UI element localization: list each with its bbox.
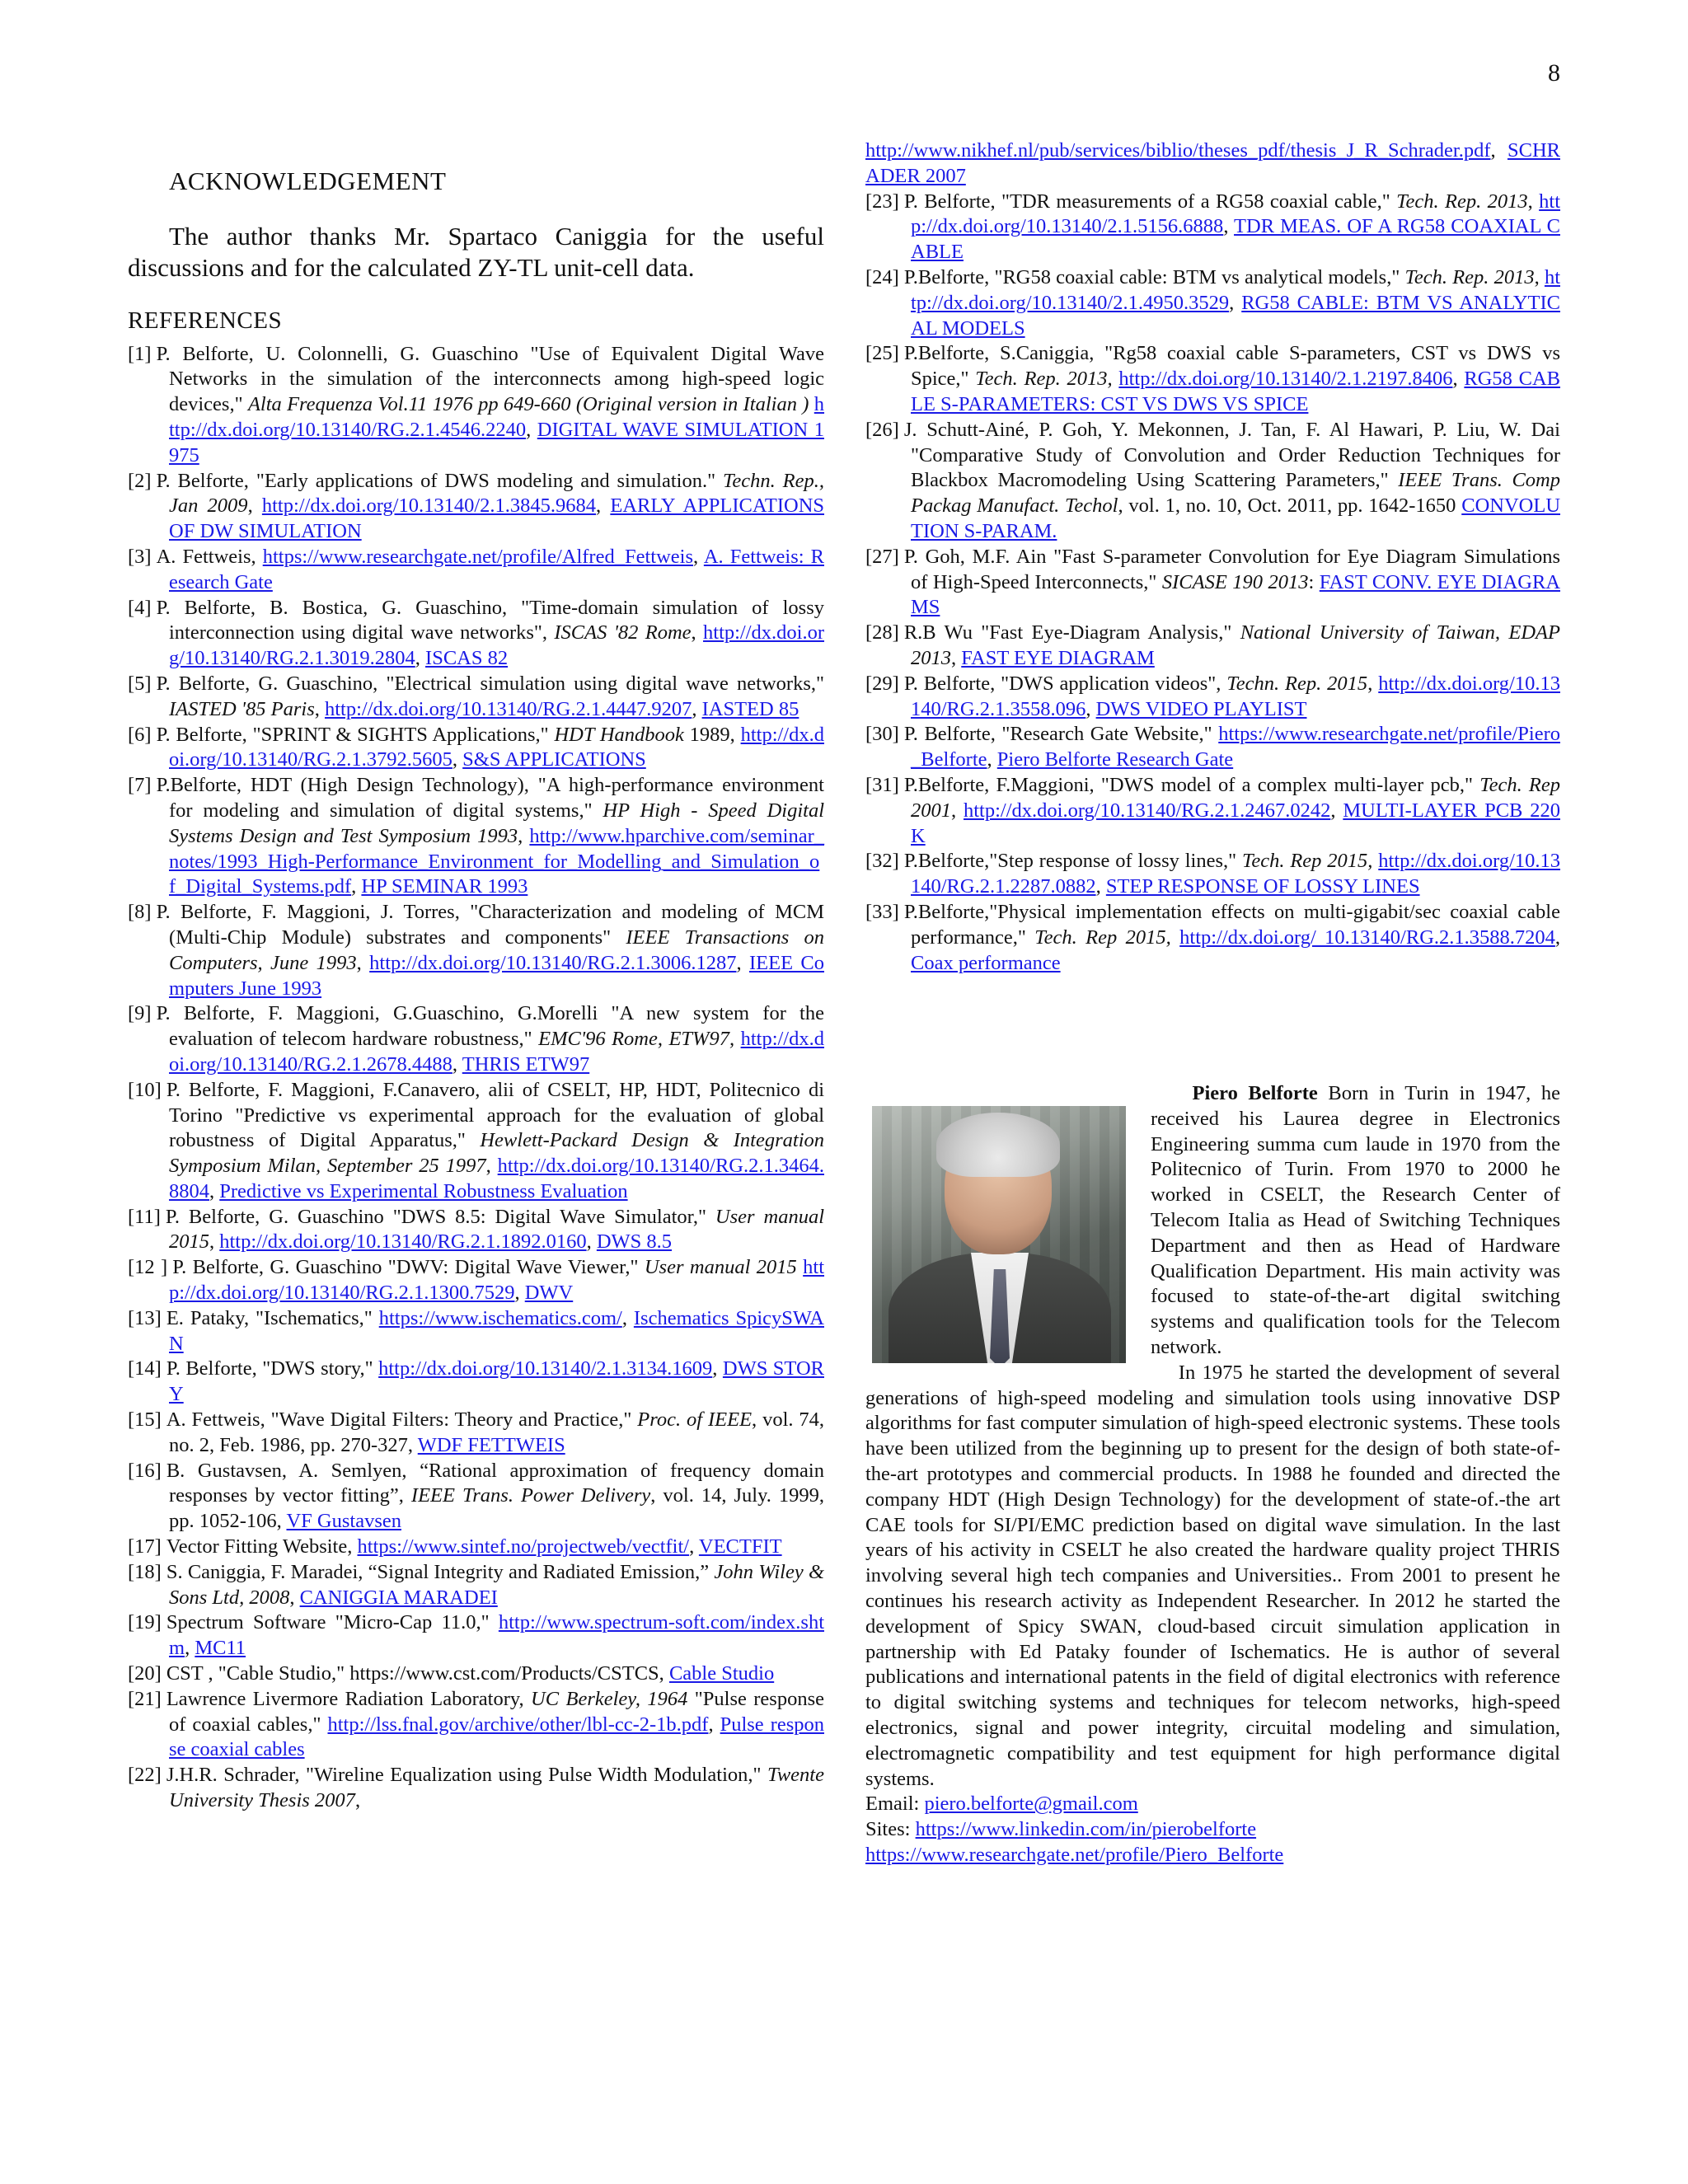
reference-link[interactable]: http://dx.doi.org/10.13140/2.1.3845.9684 xyxy=(261,494,597,518)
reference-text: P. Goh, M.F. Ain "Fast S-parameter Convolution for Eye Diagram Simulations of High-Speed Interconnects," xyxy=(903,545,1560,593)
reference-number: [8] xyxy=(128,901,152,924)
reference-detail: , xyxy=(354,1789,361,1812)
reference-text: P. Belforte, U. Colonnelli, G. Guaschino "Use of Equivalent Digital Wave Networks in the simulation of the interconnects among high-speed logic devices," xyxy=(156,342,824,416)
reference-link[interactable]: DWV xyxy=(524,1282,574,1305)
reference-link[interactable]: http://dx.doi.org/10.13140/RG.2.1.3464.8804 xyxy=(169,1155,824,1202)
author-name: Piero Belforte xyxy=(1192,1082,1318,1104)
reference-source: ISCAS '82 Rome xyxy=(554,621,692,644)
reference-source: Tech. Rep 2001 xyxy=(911,773,1561,822)
reference-link[interactable]: http://dx.doi.org/10.13140/RG.2.1.2467.0242 xyxy=(964,799,1331,822)
reference-link[interactable]: http://www.spectrum-soft.com/index.shtm xyxy=(169,1611,824,1660)
reference-number: [6] xyxy=(128,723,152,746)
reference-item xyxy=(865,621,1560,672)
sites-line-2 xyxy=(865,1843,1560,1868)
reference-text: P. Belforte, F. Maggioni, G.Guaschino, G.Morelli "A new system for the evaluation of telecom hardware robustness," xyxy=(156,1002,824,1051)
reference-number: [1] xyxy=(128,342,152,365)
reference-link[interactable]: A. Fettweis: Research Gate xyxy=(169,545,824,593)
reference-link[interactable]: HP SEMINAR 1993 xyxy=(361,875,528,898)
reference-source: Proc. of IEEE xyxy=(637,1408,753,1432)
reference-source: SICASE 190 2013 xyxy=(1161,570,1309,593)
researchgate-link[interactable]: https://www.researchgate.net/profile/Piero_Belforte xyxy=(865,1843,1284,1866)
reference-link[interactable]: CANIGGIA MARADEI xyxy=(299,1586,498,1609)
reference-link[interactable]: https://www.ischematics.com/ xyxy=(378,1306,622,1329)
reference-item: [12 ] P. Belforte, G. Guaschino "DWV: Digital Wave Viewer," User manual 2015 http://dx.doi.org/10.13140/RG.2.1.1300.7529, DWV xyxy=(128,1256,825,1305)
reference-item: [9] P. Belforte, F. Maggioni, G.Guaschino, G.Morelli "A new system for the evaluation of telecom hardware robustness," EMC'96 Rome, ETW97, http://dx.doi.org/10.13140/RG.2.1.2678.4488, THRIS ETW97 xyxy=(128,1002,824,1076)
reference-source: Techn. Rep., Jan 2009 xyxy=(169,469,825,518)
reference-item xyxy=(865,418,1560,545)
reference-number: [21] xyxy=(128,1687,162,1710)
reference-text: Vector Fitting Website, xyxy=(166,1535,353,1558)
reference-source: EMC'96 Rome, ETW97, xyxy=(538,1028,735,1051)
bio-paragraph-1: Piero Belforte Born in Turin in 1947, he received his Laurea degree in Electronics Engineering summa cum laude in 1970 from the Politecnico of Turin. From 1970 to 2000 he worked in CSELT, the Research Center of Telecom Italia as Head of Switching Techniques Department and then as Head of Hardware Qualification Department. His main activity was focused to state-of-the-art digital switching systems and qualification tools for the Telecom network. xyxy=(1151,1082,1561,1358)
reference-link[interactable]: http://dx.doi.org/10.13140/RG.2.1.1892.0160 xyxy=(219,1230,587,1254)
reference-detail: : xyxy=(1308,570,1315,593)
reference-item xyxy=(128,1560,824,1611)
reference-link[interactable]: https://www.researchgate.net/profile/Alfred_Fettweis xyxy=(262,545,693,568)
reference-item: [29] P. Belforte, "DWS application videos", Techn. Rep. 2015, http://dx.doi.org/10.13140/RG.2.1.3558.096, DWS VIDEO PLAYLIST xyxy=(865,672,1560,720)
reference-item xyxy=(128,1459,824,1535)
reference-item: [1] P. Belforte, U. Colonnelli, G. Guaschino "Use of Equivalent Digital Wave Networks in the simulation of the interconnects among high-speed logic devices," Alta Frequenza Vol.11 1976 pp 649-660 (Original version in Italian ) http://dx.doi.org/10.13140/RG.2.1.4546.2240, DIGITAL WAVE SIMULATION 1975 xyxy=(128,342,825,466)
reference-item: [6] P. Belforte, "SPRINT & SIGHTS Applications," HDT Handbook 1989, http://dx.doi.org/10.13140/RG.2.1.3792.5605, S&S APPLICATIONS xyxy=(128,723,824,771)
reference-item: [4] P. Belforte, B. Bostica, G. Guaschino, "Time-domain simulation of lossy interconnection using digital wave networks", ISCAS '82 Rome, http://dx.doi.org/10.13140/RG.2.1.3019.2804, ISCAS 82 xyxy=(128,596,825,670)
reference-number: [20] xyxy=(128,1662,162,1685)
reference-item: [3] A. Fettweis, https://www.researchgate.net/profile/Alfred_Fettweis, A. Fettweis: Research Gate xyxy=(128,545,824,593)
reference-text: CST , "Cable Studio," https://www.cst.com/Products/CSTCS, xyxy=(166,1662,664,1685)
reference-text: P.Belforte, "RG58 coaxial cable: BTM vs analytical models," xyxy=(903,265,1400,288)
reference-text: J. Schutt-Ainé, P. Goh, Y. Mekonnen, J. Tan, F. Al Hawari, P. Liu, W. Dai "Comparative Study of Convolution and Order Reduction Techniques for Blackbox Macromodeling Using Scattering Parameters," xyxy=(903,418,1560,492)
reference-item: [14] P. Belforte, "DWS story," http://dx.doi.org/10.13140/2.1.3134.1609, DWS STORY xyxy=(128,1357,824,1406)
reference-source: HP High - Speed Digital Systems Design and Test Symposium 1993, xyxy=(169,799,824,847)
reference-text: P. Belforte, "TDR measurements of a RG58 coaxial cable," xyxy=(903,190,1390,213)
reference-link[interactable]: FAST CONV. EYE DIAGRAMS xyxy=(911,570,1561,619)
reference-list-left xyxy=(128,342,824,1814)
reference-detail: , xyxy=(314,697,320,720)
author-biography xyxy=(865,1081,1560,1868)
reference-number: [15] xyxy=(128,1408,162,1432)
reference-item: [8] P. Belforte, F. Maggioni, J. Torres, "Characterization and modeling of MCM (Multi-Chip Module) substrates and components" IEEE Transactions on Computers, June 1993, http://dx.doi.org/10.13140/RG.2.1.3006.1287, IEEE Computers June 1993 xyxy=(128,901,824,1000)
reference-link[interactable]: DWS VIDEO PLAYLIST xyxy=(1095,697,1307,720)
reference-link[interactable]: http://dx.doi.org/10.13140/2.1.4950.3529 xyxy=(911,265,1560,314)
references-title: REFERENCES xyxy=(128,307,283,334)
reference-number: [14] xyxy=(128,1357,162,1380)
reference-number: [30] xyxy=(865,723,899,746)
reference-detail: , xyxy=(1534,265,1540,288)
reference-source: John Wiley & Sons Ltd, 2008 xyxy=(169,1560,824,1609)
reference-text: S. Caniggia, F. Maradei, “Signal Integrity and Radiated Emission,” xyxy=(166,1560,710,1583)
reference-item: [23] P. Belforte, "TDR measurements of a RG58 coaxial cable," Tech. Rep. 2013, http://dx.doi.org/10.13140/2.1.5156.6888, TDR MEAS. OF A RG58 COAXIAL CABLE xyxy=(865,190,1561,264)
reference-number: [24] xyxy=(865,265,899,288)
reference-number: [16] xyxy=(128,1459,162,1482)
reference-list-right xyxy=(865,190,1560,977)
reference-text: J.H.R. Schrader, "Wireline Equalization using Pulse Width Modulation," xyxy=(166,1764,762,1787)
reference-link[interactable]: S&S APPLICATIONS xyxy=(462,748,646,771)
reference-detail: 1989, xyxy=(689,723,735,746)
reference-text: P.Belforte, HDT (High Design Technology), "A high-performance environment for modeling and simulation of digital systems," xyxy=(156,774,824,822)
reference-link[interactable]: http://dx.doi.org/10.13140/RG.2.1.3558.096 xyxy=(911,672,1560,720)
reference-detail: , xyxy=(691,621,696,644)
reference-link[interactable]: https://www.researchgate.net/profile/Piero_Belforte xyxy=(911,723,1560,771)
reference-link[interactable]: http://www.hparchive.com/seminar_notes/1993_High-Performance_Environment_for_Modelling_and_Simulation_of_Digital_Systems.pdf xyxy=(169,824,825,898)
reference-item xyxy=(128,1763,824,1814)
reference-item xyxy=(128,1661,824,1687)
reference-link[interactable]: EARLY APPLICATIONS OF DW SIMULATION xyxy=(169,494,825,543)
reference-text: P. Belforte, G. Guaschino "DWV: Digital Wave Viewer," xyxy=(172,1256,639,1279)
reference-source: Hewlett-Packard Design & Integration Symposium Milan, September 25 1997 xyxy=(169,1129,825,1178)
reference-item: [2] P. Belforte, "Early applications of DWS modeling and simulation." Techn. Rep., Jan 2009, http://dx.doi.org/10.13140/2.1.3845.9684, EARLY APPLICATIONS OF DW SIMULATION xyxy=(128,469,825,543)
left-column xyxy=(128,166,825,1814)
reference-text: P. Belforte, B. Bostica, G. Guaschino, "Time-domain simulation of lossy interconnection using digital wave networks", xyxy=(156,596,824,644)
reference-link[interactable]: WDF FETTWEIS xyxy=(417,1433,565,1456)
reference-number: [18] xyxy=(128,1560,162,1583)
reference-text: B. Gustavsen, A. Semlyen, “Rational approximation of frequency domain responses by vector fitting”, xyxy=(166,1459,824,1507)
reference-text: Lawrence Livermore Radiation Laboratory, xyxy=(166,1687,524,1710)
reference-detail: , vol. 14, July. 1999, pp. 1052-106, xyxy=(169,1484,824,1533)
reference-source: IEEE Transactions on Computers, June 1993 xyxy=(169,926,824,974)
reference-link[interactable]: http://dx.doi.org/10.13140/RG.2.1.3019.2804 xyxy=(169,621,825,670)
reference-number: [29] xyxy=(865,672,899,695)
author-photo xyxy=(872,1106,1126,1363)
reference-item: [30] P. Belforte, "Research Gate Website," https://www.researchgate.net/profile/Piero_Belforte, Piero Belforte Research Gate xyxy=(865,723,1560,771)
reference-text: A. Fettweis, "Wave Digital Filters: Theory and Practice," xyxy=(166,1408,632,1432)
email-link[interactable]: piero.belforte@gmail.com xyxy=(924,1793,1138,1816)
reference-item: [25] P.Belforte, S.Caniggia, "Rg58 coaxial cable S-parameters, CST vs DWS vs Spice," Tech. Rep. 2013, http://dx.doi.org/10.13140/2.1.2197.8406, RG58 CABLE S-PARAMETERS: CST VS DWS VS SPICE xyxy=(865,342,1561,415)
reference-detail: , xyxy=(1367,672,1373,695)
reference-number: [17] xyxy=(128,1535,162,1558)
reference-number: [27] xyxy=(865,545,899,568)
reference-item: [7] P.Belforte, HDT (High Design Technology), "A high-performance environment for modeling and simulation of digital systems," HP High - Speed Digital Systems Design and Test Symposium 1993, http://www.hparchive.com/seminar_notes/1993_High-Performance_Environment_for_Modelling_and_Simulation_of_Digital_Systems.pdf, HP SEMINAR 1993 xyxy=(128,774,825,898)
reference-item: [13] E. Pataky, "Ischematics," https://www.ischematics.com/, Ischematics SpicySWAN xyxy=(128,1306,824,1355)
reference-detail: , xyxy=(1527,190,1533,213)
reference-source: HDT Handbook xyxy=(554,723,684,746)
reference-text: P. Belforte, F. Maggioni, J. Torres, "Characterization and modeling of MCM (Multi-Chip Module) substrates and components" xyxy=(156,901,824,949)
reference-link[interactable]: ISCAS 82 xyxy=(425,647,509,670)
reference-link[interactable]: RG58 CABLE S-PARAMETERS: CST VS DWS VS SPICE xyxy=(911,368,1561,415)
reference-number: [2] xyxy=(128,469,152,492)
reference-link[interactable]: IEEE Computers June 1993 xyxy=(169,951,824,1000)
reference-link[interactable]: Predictive vs Experimental Robustness Evaluation xyxy=(219,1179,628,1202)
reference-source: Techn. Rep. 2015 xyxy=(1226,672,1368,695)
reference-number: [3] xyxy=(128,545,152,568)
reference-detail: "Pulse response of coaxial cables," xyxy=(169,1687,824,1736)
reference-link[interactable]: http://dx.doi.org/10.13140/2.1.5156.6888 xyxy=(911,190,1561,238)
reference-link[interactable]: http://dx.doi.org/ 10.13140/RG.2.1.3588.7204 xyxy=(1179,926,1555,949)
reference-detail: , xyxy=(951,646,957,669)
reference-link[interactable]: Cable Studio xyxy=(668,1662,775,1685)
reference-link[interactable]: SCHRADER 2007 xyxy=(865,139,1560,187)
reference-text: P.Belforte, S.Caniggia, "Rg58 coaxial cable S-parameters, CST vs DWS vs Spice," xyxy=(903,342,1560,391)
reference-detail: , xyxy=(951,799,957,822)
reference-link[interactable]: http://dx.doi.org/10.13140/RG.2.1.3006.1287 xyxy=(369,951,737,974)
reference-link[interactable]: MULTI-LAYER PCB 220K xyxy=(911,799,1561,847)
reference-link[interactable]: TDR MEAS. OF A RG58 COAXIAL CABLE xyxy=(911,215,1560,264)
reference-number: [19] xyxy=(128,1611,162,1634)
reference-22-continuation: http://www.nikhef.nl/pub/services/biblio/theses_pdf/thesis_J_R_Schrader.pdf, SCHRADER 2007 xyxy=(865,139,1560,187)
right-column xyxy=(865,138,1560,976)
reference-item: [32] P.Belforte,"Step response of lossy lines," Tech. Rep 2015, http://dx.doi.org/10.13140/RG.2.1.2287.0882, STEP RESPONSE OF LOSSY LINES xyxy=(865,850,1561,898)
reference-link[interactable]: http://dx.doi.org/10.13140/RG.2.1.2287.0882 xyxy=(911,850,1561,898)
reference-text: P. Belforte, "Early applications of DWS modeling and simulation." xyxy=(156,469,716,492)
reference-text: P. Belforte, "DWS story," xyxy=(166,1357,373,1380)
reference-link[interactable]: Piero Belforte Research Gate xyxy=(996,748,1234,771)
reference-text: P.Belforte,"Step response of lossy lines," xyxy=(903,850,1237,873)
reference-number: [11] xyxy=(128,1205,161,1228)
reference-detail: , vol. 1, no. 10, Oct. 2011, pp. 1642-1650 xyxy=(1118,494,1456,518)
reference-number: [5] xyxy=(128,672,152,695)
reference-detail: , xyxy=(356,951,362,974)
reference-number: [26] xyxy=(865,418,899,441)
reference-link[interactable]: THRIS ETW97 xyxy=(462,1052,590,1076)
email-line: Email: piero.belforte@gmail.com xyxy=(865,1793,1138,1816)
reference-number: [31] xyxy=(865,773,899,796)
reference-item: [11] P. Belforte, G. Guaschino "DWS 8.5: Digital Wave Simulator," User manual 2015, http://dx.doi.org/10.13140/RG.2.1.1892.0160, DWS 8.5 xyxy=(128,1205,825,1254)
reference-number: [22] xyxy=(128,1764,162,1787)
reference-source: IEEE Trans. Power Delivery xyxy=(410,1484,651,1507)
reference-item: [33] P.Belforte,"Physical implementation effects on multi-gigabit/sec coaxial cable performance," Tech. Rep 2015, http://dx.doi.org/ 10.13140/RG.2.1.3588.7204, Coax performance xyxy=(865,900,1561,974)
reference-number: [7] xyxy=(128,774,152,797)
reference-detail: , xyxy=(289,1586,295,1609)
reference-number: [23] xyxy=(865,190,899,213)
reference-link[interactable]: http://dx.doi.org/10.13140/2.1.2197.8406 xyxy=(1118,368,1453,391)
reference-source: Tech. Rep 2015, xyxy=(1034,926,1171,949)
reference-link[interactable]: https://www.sintef.no/projectweb/vectfit/ xyxy=(357,1535,690,1558)
reference-source: Tech. Rep. 2013 xyxy=(1404,265,1535,288)
reference-detail: , xyxy=(485,1155,491,1178)
reference-link[interactable]: VECTFIT xyxy=(698,1535,782,1558)
bio-paragraph-2: In 1975 he started the development of several generations of high-speed modeling and simulation tools using innovative DSP algorithms for fast computer simulation of high-speed electronic systems. These tools have been utilized from the beginning up to present for the design of both state-of-the-art prototypes and commercial products. In 1988 he founded and directed the company HDT (High Design Technology) for the development of state-of.-the art CAE tools for SI/PI/EMC prediction based on digital wave simulation. In the last years of his activity in CSELT he also created the hardware quality project THRIS involving several high tech companies and Universities.. From 2001 to present he continues his research activity as Independent Researcher. In 2012 he started the development of Spicy SWAN, cloud-based circuit simulation application in partnership with Ed Pataky founder of Ischematics. He is author of several publications and international patents in the field of digital electronics with reference to digital switching systems and techniques for telecom networks, high-speed electronics, signal and power integrity, circuital modeling and simulation, electromagnetic compatibility and test equipment for high performance digital systems. xyxy=(865,1361,1560,1790)
reference-item: [5] P. Belforte, G. Guaschino, "Electrical simulation using digital wave networks," IASTED '85 Paris, http://dx.doi.org/10.13140/RG.2.1.4447.9207, IASTED 85 xyxy=(128,672,824,720)
reference-source: IEEE Trans. Comp Packag Manufact. Techol xyxy=(911,469,1560,518)
reference-link[interactable]: http://dx.doi.org/10.13140/RG.2.1.1300.7529 xyxy=(169,1256,825,1305)
reference-number: [25] xyxy=(865,342,899,365)
acknowledgement-text: The author thanks Mr. Spartaco Caniggia for the useful discussions and for the calculated ZY-TL unit-cell data. xyxy=(128,221,824,282)
reference-number: [13] xyxy=(128,1306,162,1329)
reference-item xyxy=(865,545,1560,621)
reference-source: Tech. Rep. 2013 xyxy=(1396,190,1528,213)
reference-number: [28] xyxy=(865,621,899,644)
reference-number: [12 ] xyxy=(128,1256,168,1279)
reference-source: User manual 2015 xyxy=(644,1256,797,1279)
sites-line: Sites: https://www.linkedin.com/in/pierobelforte xyxy=(865,1818,1257,1841)
reference-link[interactable]: Ischematics SpicySWAN xyxy=(169,1306,824,1355)
reference-source: Tech. Rep 2015, xyxy=(1241,850,1373,873)
linkedin-link[interactable]: https://www.linkedin.com/in/pierobelforte xyxy=(915,1818,1257,1841)
reference-number: [33] xyxy=(865,900,899,923)
reference-number: [4] xyxy=(128,596,152,619)
reference-item: [31] P.Belforte, F.Maggioni, "DWS model of a complex multi-layer pcb," Tech. Rep 2001, http://dx.doi.org/10.13140/RG.2.1.2467.0242, MULTI-LAYER PCB 220K xyxy=(865,773,1561,847)
reference-detail: , vol. 74, no. 2, Feb. 1986, pp. 270-327, xyxy=(169,1408,825,1456)
reference-link[interactable]: STEP RESPONSE OF LOSSY LINES xyxy=(1105,875,1420,898)
reference-link[interactable]: http://dx.doi.org/10.13140/2.1.3134.1609 xyxy=(378,1357,713,1380)
reference-text: P.Belforte, F.Maggioni, "DWS model of a complex multi-layer pcb," xyxy=(903,773,1473,796)
reference-source: National University of Taiwan, EDAP 2013 xyxy=(911,621,1560,669)
reference-link[interactable]: DWS 8.5 xyxy=(596,1230,673,1254)
reference-source: IASTED '85 Paris xyxy=(169,697,315,720)
reference-text: A. Fettweis, xyxy=(156,545,256,568)
reference-item: [24] P.Belforte, "RG58 coaxial cable: BTM vs analytical models," Tech. Rep. 2013, http://dx.doi.org/10.13140/2.1.4950.3529, RG58 CABLE: BTM VS ANALYTICAL MODELS xyxy=(865,265,1561,340)
reference-source: Tech. Rep. 2013, xyxy=(975,368,1113,391)
reference-text: Spectrum Software "Micro-Cap 11.0," xyxy=(166,1611,490,1634)
reference-link[interactable]: http://dx.doi.org/10.13140/RG.2.1.2678.4488 xyxy=(169,1028,824,1076)
reference-link[interactable]: DWS STORY xyxy=(169,1357,824,1406)
reference-text: E. Pataky, "Ischematics," xyxy=(166,1306,373,1329)
reference-link[interactable]: CONVOLUTION S-PARAM. xyxy=(911,494,1561,542)
reference-detail: , xyxy=(247,494,253,518)
reference-number: [9] xyxy=(128,1002,152,1025)
acknowledgement-title: ACKNOWLEDGEMENT xyxy=(169,166,447,195)
reference-link[interactable]: http://lss.fnal.gov/archive/other/lbl-cc-2-1b.pdf xyxy=(327,1713,709,1736)
reference-source: Alta Frequenza Vol.11 1976 pp 649-660 (Original version in Italian ) xyxy=(247,393,809,416)
reference-text: P. Belforte, "DWS application videos", xyxy=(903,672,1221,695)
reference-source: User manual 2015 xyxy=(169,1205,825,1254)
reference-source: UC Berkeley, 1964 xyxy=(531,1687,688,1710)
reference-item: [21] Lawrence Livermore Radiation Laboratory, UC Berkeley, 1964 "Pulse response of coaxial cables," http://lss.fnal.gov/archive/other/lbl-cc-2-1b.pdf, Pulse response coaxial cables xyxy=(128,1687,824,1761)
reference-link[interactable]: RG58 CABLE: BTM VS ANALYTICAL MODELS xyxy=(911,291,1561,340)
reference-link[interactable]: http://dx.doi.org/10.13140/RG.2.1.4546.2240 xyxy=(169,393,825,441)
reference-link[interactable]: http://dx.doi.org/10.13140/RG.2.1.4447.9207 xyxy=(325,697,692,720)
reference-link[interactable]: FAST EYE DIAGRAM xyxy=(961,646,1155,669)
reference-text: R.B Wu "Fast Eye-Diagram Analysis," xyxy=(903,621,1232,644)
reference-link[interactable]: MC11 xyxy=(195,1637,246,1660)
reference-item: [19] Spectrum Software "Micro-Cap 11.0," http://www.spectrum-soft.com/index.shtm, MC11 xyxy=(128,1611,824,1660)
reference-text: P. Belforte, G. Guaschino, "Electrical simulation using digital wave networks," xyxy=(156,672,824,695)
reference-text: P. Belforte, F. Maggioni, F.Canavero, alii of CSELT, HP, HDT, Politecnico di Torino "Predictive vs experimental approach for the evaluation of global robustness of Digital Apparatus," xyxy=(166,1078,824,1152)
reference-source: Twente University Thesis 2007 xyxy=(169,1764,824,1812)
reference-link[interactable]: IASTED 85 xyxy=(701,697,799,720)
reference-link[interactable]: http://www.nikhef.nl/pub/services/biblio/theses_pdf/thesis_J_R_Schrader.pdf xyxy=(865,139,1491,162)
reference-link[interactable]: DIGITAL WAVE SIMULATION 1975 xyxy=(169,418,824,466)
reference-link[interactable]: VF Gustavsen xyxy=(286,1510,401,1533)
reference-item: [10] P. Belforte, F. Maggioni, F.Canavero, alii of CSELT, HP, HDT, Politecnico di Torino "Predictive vs experimental approach for the evaluation of global robustness of Digital Apparatus," Hewlett-Packard Design & Integration Symposium Milan, September 25 1997, http://dx.doi.org/10.13140/RG.2.1.3464.8804, Predictive vs Experimental Robustness Evaluation xyxy=(128,1078,825,1202)
reference-item xyxy=(128,1408,824,1459)
reference-link[interactable]: Coax performance xyxy=(911,951,1061,974)
reference-link[interactable]: http://dx.doi.org/10.13140/RG.2.1.3792.5605 xyxy=(169,723,824,771)
reference-text: P. Belforte, "SPRINT & SIGHTS Applications," xyxy=(156,723,549,746)
page-number: 8 xyxy=(1548,59,1560,87)
reference-number: [32] xyxy=(865,850,899,873)
reference-number: [10] xyxy=(128,1078,162,1101)
reference-text: P.Belforte,"Physical implementation effects on multi-gigabit/sec coaxial cable performance," xyxy=(903,900,1560,949)
reference-text: P. Belforte, G. Guaschino "DWS 8.5: Digital Wave Simulator," xyxy=(165,1205,706,1228)
reference-link[interactable]: Pulse response coaxial cables xyxy=(169,1713,824,1761)
reference-detail: , xyxy=(209,1230,215,1254)
reference-text: P. Belforte, "Research Gate Website," xyxy=(903,723,1212,746)
reference-item: [17] Vector Fitting Website, https://www.sintef.no/projectweb/vectfit/, VECTFIT xyxy=(128,1535,782,1558)
